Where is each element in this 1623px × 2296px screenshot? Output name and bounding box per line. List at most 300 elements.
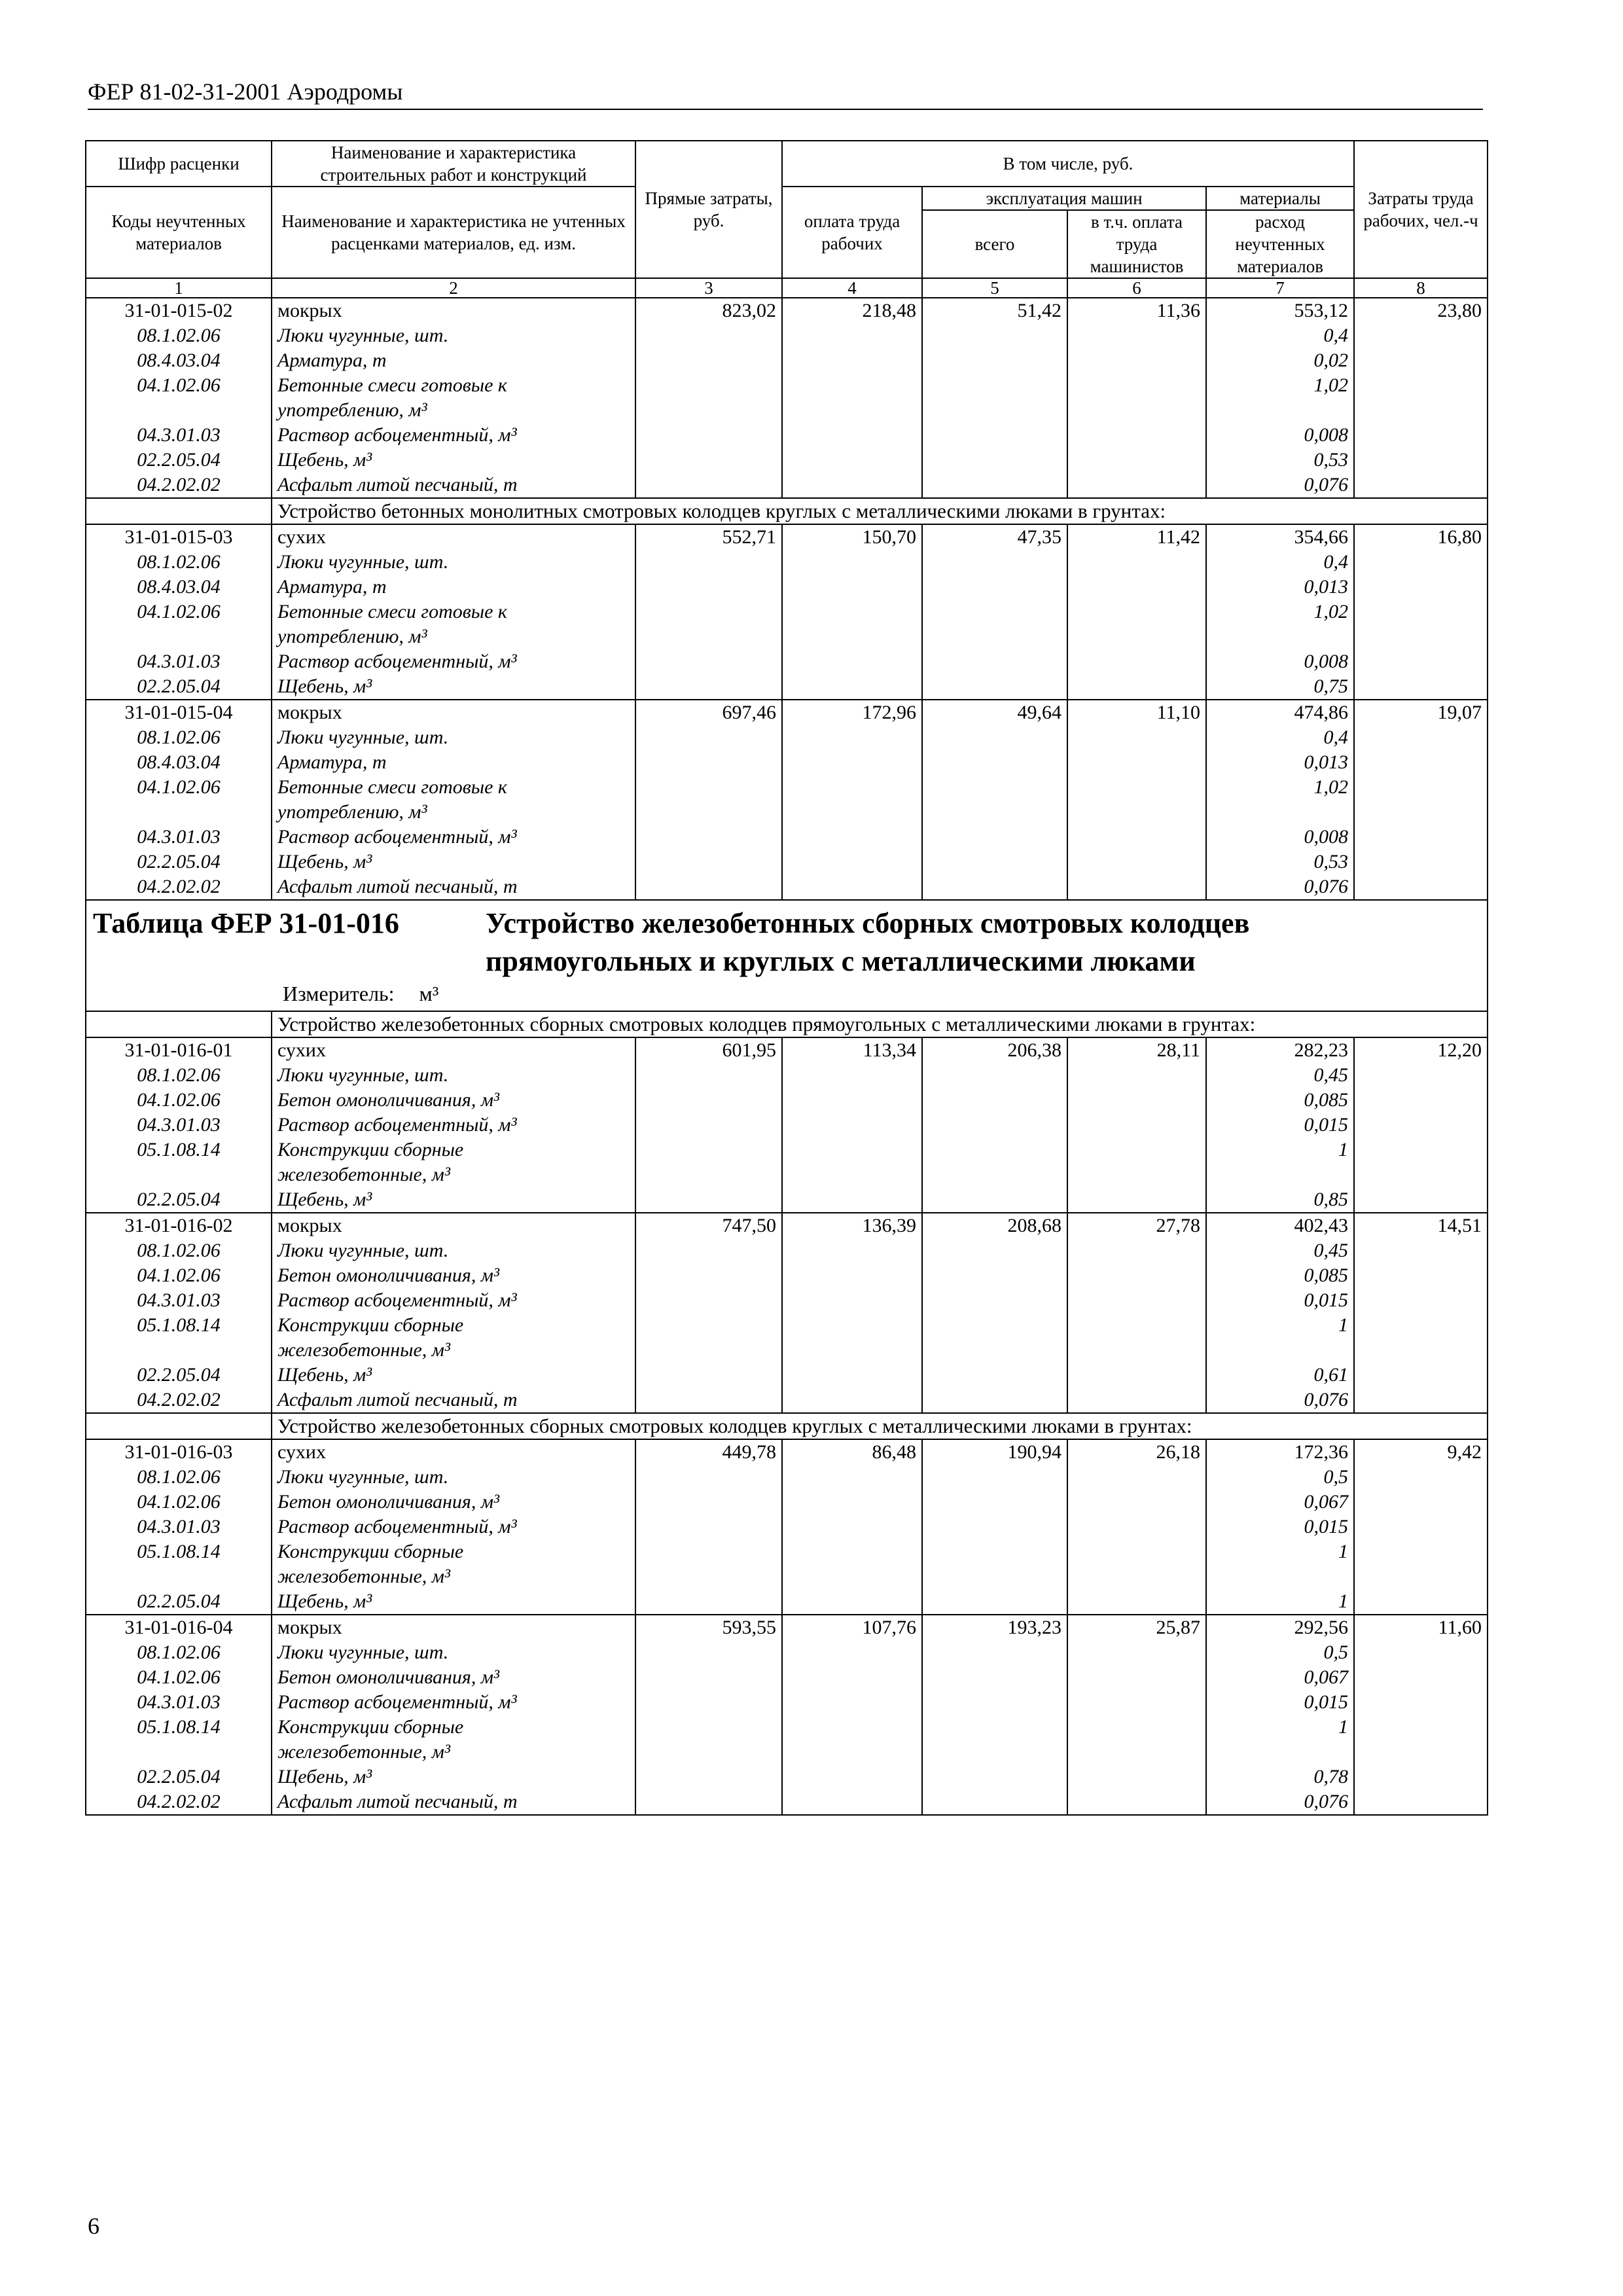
material-name: Бетон омоноличивания, м³	[272, 1088, 635, 1113]
material-name: Раствор асбоцементный, м³	[272, 1113, 635, 1138]
rate-name: сухих	[272, 1439, 635, 1465]
material-name: Люки чугунные, шт.	[272, 1640, 635, 1665]
table-banner	[86, 900, 1488, 1011]
empty-cell	[1354, 1665, 1488, 1690]
rate-mach-labor: 25,87	[1067, 1615, 1206, 1640]
material-name: Люки чугунные, шт.	[272, 323, 635, 348]
material-name: Арматура, т	[272, 750, 635, 775]
col-group-header: В том числе, руб.	[782, 141, 1354, 187]
empty-cell	[1354, 1765, 1488, 1789]
empty-cell	[922, 1187, 1067, 1213]
material-row	[86, 1088, 1488, 1113]
empty-cell	[922, 674, 1067, 700]
col-direct-header: Прямые затраты, руб.	[635, 141, 782, 278]
material-consumption: 0,4	[1206, 323, 1354, 348]
empty-cell	[635, 1589, 782, 1615]
material-name: Раствор асбоцементный, м³	[272, 1288, 635, 1313]
material-row	[86, 600, 1488, 624]
empty-cell	[782, 323, 922, 348]
rate-hours: 16,80	[1354, 524, 1488, 550]
material-consumption: 0,015	[1206, 1113, 1354, 1138]
empty-cell	[1067, 1690, 1206, 1715]
material-row	[86, 1338, 1488, 1363]
empty-cell	[782, 1388, 922, 1413]
empty-cell	[1354, 1465, 1488, 1490]
material-code: 02.2.05.04	[86, 674, 272, 700]
material-name: Щебень, м³	[272, 1765, 635, 1789]
table-number: Таблица ФЕР 31-01-016	[93, 907, 399, 939]
empty-cell	[922, 1388, 1067, 1413]
material-name: Раствор асбоцементный, м³	[272, 423, 635, 448]
empty-cell	[635, 1690, 782, 1715]
empty-cell	[635, 348, 782, 373]
material-name: Щебень, м³	[272, 1363, 635, 1388]
rate-code: 31-01-015-02	[86, 298, 272, 323]
section-heading-row	[86, 1413, 1488, 1439]
empty-cell	[922, 600, 1067, 624]
material-code: 04.2.02.02	[86, 874, 272, 900]
empty-cell	[782, 348, 922, 373]
rate-labor: 107,76	[782, 1615, 922, 1640]
empty-cell	[922, 1288, 1067, 1313]
material-row	[86, 850, 1488, 874]
empty-cell	[922, 1564, 1067, 1589]
empty-cell	[635, 373, 782, 398]
material-consumption: 0,53	[1206, 850, 1354, 874]
material-name: Асфальт литой песчаный, т	[272, 1789, 635, 1815]
material-row	[86, 1263, 1488, 1288]
material-row	[86, 750, 1488, 775]
rate-row	[86, 524, 1488, 550]
empty-cell	[922, 448, 1067, 473]
material-code: 05.1.08.14	[86, 1313, 272, 1338]
empty-cell	[635, 1789, 782, 1815]
empty-cell	[782, 874, 922, 900]
material-code: 02.2.05.04	[86, 1363, 272, 1388]
empty-cell	[635, 1088, 782, 1113]
material-code: 08.1.02.06	[86, 1238, 272, 1263]
empty-cell	[1067, 1564, 1206, 1589]
empty-cell	[782, 373, 922, 398]
material-name: Щебень, м³	[272, 1589, 635, 1615]
empty-cell	[782, 674, 922, 700]
material-name: Арматура, т	[272, 575, 635, 600]
empty-cell	[1354, 1690, 1488, 1715]
rate-row	[86, 700, 1488, 725]
material-code: 05.1.08.14	[86, 1138, 272, 1162]
material-consumption: 0,85	[1206, 1187, 1354, 1213]
empty-cell	[1354, 624, 1488, 649]
material-name: Бетонные смеси готовые к	[272, 373, 635, 398]
material-code: 04.3.01.03	[86, 1113, 272, 1138]
rate-mach-labor: 11,10	[1067, 700, 1206, 725]
empty-cell	[1354, 674, 1488, 700]
rate-mach-labor: 26,18	[1067, 1439, 1206, 1465]
empty-cell	[1067, 800, 1206, 825]
rate-labor: 113,34	[782, 1037, 922, 1063]
section-heading-row	[86, 498, 1488, 524]
rate-labor: 150,70	[782, 524, 922, 550]
empty-cell	[1354, 1288, 1488, 1313]
empty-cell	[635, 550, 782, 575]
material-code: 05.1.08.14	[86, 1539, 272, 1564]
empty-cell	[1354, 1515, 1488, 1539]
material-row	[86, 800, 1488, 825]
material-consumption: 1,02	[1206, 373, 1354, 398]
material-code: 08.4.03.04	[86, 575, 272, 600]
empty-cell	[922, 1640, 1067, 1665]
material-code: 08.4.03.04	[86, 750, 272, 775]
col-number: 8	[1354, 278, 1488, 298]
material-row	[86, 1238, 1488, 1263]
material-code	[86, 1338, 272, 1363]
empty-cell	[1354, 1162, 1488, 1187]
empty-cell	[635, 800, 782, 825]
empty-cell	[782, 775, 922, 800]
rate-code: 31-01-015-03	[86, 524, 272, 550]
empty-cell	[1354, 1238, 1488, 1263]
empty-cell	[922, 1690, 1067, 1715]
empty-cell	[1354, 1740, 1488, 1765]
empty-cell	[782, 1740, 922, 1765]
section-heading: Устройство бетонных монолитных смотровых колодцев круглых с металлическими люками в грунтах:	[272, 498, 1488, 524]
empty-cell	[1067, 323, 1206, 348]
empty-cell	[635, 624, 782, 649]
empty-cell	[782, 1263, 922, 1288]
material-consumption: 1,02	[1206, 775, 1354, 800]
rate-direct: 697,46	[635, 700, 782, 725]
empty-cell	[1354, 1063, 1488, 1088]
empty-cell	[782, 1313, 922, 1338]
material-consumption: 0,067	[1206, 1665, 1354, 1690]
material-code: 04.2.02.02	[86, 1789, 272, 1815]
rate-mach: 193,23	[922, 1615, 1067, 1640]
material-name: Конструкции сборные	[272, 1313, 635, 1338]
rate-materials: 172,36	[1206, 1439, 1354, 1465]
material-name: Щебень, м³	[272, 448, 635, 473]
material-name: Люки чугунные, шт.	[272, 1063, 635, 1088]
material-name: Асфальт литой песчаный, т	[272, 874, 635, 900]
material-consumption: 0,4	[1206, 550, 1354, 575]
material-consumption: 0,076	[1206, 874, 1354, 900]
material-consumption: 0,75	[1206, 674, 1354, 700]
empty-cell	[635, 725, 782, 750]
empty-cell	[1067, 624, 1206, 649]
empty-cell	[782, 1288, 922, 1313]
empty-cell	[782, 1564, 922, 1589]
empty-cell	[922, 1765, 1067, 1789]
empty-cell	[1354, 323, 1488, 348]
empty-cell	[782, 1715, 922, 1740]
empty-cell	[922, 1715, 1067, 1740]
empty-cell	[635, 775, 782, 800]
empty-cell	[1067, 1465, 1206, 1490]
empty-cell	[1067, 1388, 1206, 1413]
empty-cell	[1067, 1789, 1206, 1815]
material-code: 04.3.01.03	[86, 649, 272, 674]
header-row-2	[86, 187, 1488, 210]
empty-cell	[1067, 1740, 1206, 1765]
empty-cell	[922, 550, 1067, 575]
rate-mach: 190,94	[922, 1439, 1067, 1465]
rate-direct: 823,02	[635, 298, 782, 323]
material-consumption: 0,015	[1206, 1515, 1354, 1539]
material-row	[86, 874, 1488, 900]
empty-cell	[782, 725, 922, 750]
rate-mach-labor: 11,42	[1067, 524, 1206, 550]
empty-cell	[635, 850, 782, 874]
material-consumption	[1206, 398, 1354, 423]
material-consumption: 0,008	[1206, 423, 1354, 448]
material-name: Щебень, м³	[272, 850, 635, 874]
material-name: Бетонные смеси готовые к	[272, 775, 635, 800]
material-consumption	[1206, 800, 1354, 825]
material-code: 04.2.02.02	[86, 473, 272, 498]
material-consumption: 0,5	[1206, 1640, 1354, 1665]
material-code	[86, 1740, 272, 1765]
empty-cell	[782, 1789, 922, 1815]
empty-cell	[922, 825, 1067, 850]
empty-cell	[1354, 850, 1488, 874]
material-row	[86, 624, 1488, 649]
material-code	[86, 1564, 272, 1589]
empty-cell	[922, 1465, 1067, 1490]
table-title: Устройство железобетонных сборных смотровых колодцев прямоугольных и круглых с металлическими люками	[486, 907, 1250, 977]
material-name: Конструкции сборные	[272, 1138, 635, 1162]
material-code: 04.3.01.03	[86, 825, 272, 850]
empty-cell	[1067, 1539, 1206, 1564]
col-number: 2	[272, 278, 635, 298]
rate-direct: 449,78	[635, 1439, 782, 1465]
material-row	[86, 1363, 1488, 1388]
empty-cell	[922, 1589, 1067, 1615]
material-consumption: 0,61	[1206, 1363, 1354, 1388]
col-matcode-header: Коды неучтенных материалов	[86, 187, 272, 278]
material-row	[86, 473, 1488, 498]
material-row	[86, 448, 1488, 473]
empty-cell	[782, 1113, 922, 1138]
empty-cell	[782, 1465, 922, 1490]
material-name: употреблению, м³	[272, 398, 635, 423]
empty-cell	[635, 575, 782, 600]
empty-cell	[922, 423, 1067, 448]
col-mach-total-header: всего	[922, 210, 1067, 278]
empty-cell	[1067, 1490, 1206, 1515]
section-blank-cell	[86, 498, 272, 524]
empty-cell	[1067, 1313, 1206, 1338]
rate-hours: 19,07	[1354, 700, 1488, 725]
empty-cell	[782, 750, 922, 775]
section-heading-row	[86, 1011, 1488, 1037]
rate-name: мокрых	[272, 1615, 635, 1640]
material-code	[86, 1162, 272, 1187]
empty-cell	[782, 1063, 922, 1088]
material-row	[86, 1640, 1488, 1665]
empty-cell	[1067, 1765, 1206, 1789]
empty-cell	[635, 649, 782, 674]
material-name: Люки чугунные, шт.	[272, 1465, 635, 1490]
empty-cell	[635, 1388, 782, 1413]
empty-cell	[1354, 874, 1488, 900]
rate-materials: 553,12	[1206, 298, 1354, 323]
rate-direct: 593,55	[635, 1615, 782, 1640]
material-row	[86, 1564, 1488, 1589]
empty-cell	[922, 624, 1067, 649]
col-hours-header: Затраты труда рабочих, чел.-ч	[1354, 141, 1488, 278]
empty-cell	[922, 775, 1067, 800]
empty-cell	[922, 1063, 1067, 1088]
empty-cell	[782, 800, 922, 825]
empty-cell	[635, 1564, 782, 1589]
empty-cell	[782, 1665, 922, 1690]
material-row	[86, 423, 1488, 448]
col-mat-use-header: расход неучтенных материалов	[1206, 210, 1354, 278]
empty-cell	[1067, 874, 1206, 900]
rate-code: 31-01-016-03	[86, 1439, 272, 1465]
empty-cell	[782, 1765, 922, 1789]
empty-cell	[922, 398, 1067, 423]
material-row	[86, 674, 1488, 700]
empty-cell	[1067, 600, 1206, 624]
empty-cell	[782, 1490, 922, 1515]
material-consumption: 0,085	[1206, 1088, 1354, 1113]
material-row	[86, 398, 1488, 423]
empty-cell	[922, 473, 1067, 498]
empty-cell	[1354, 1138, 1488, 1162]
empty-cell	[922, 1539, 1067, 1564]
empty-cell	[782, 423, 922, 448]
empty-cell	[1067, 1238, 1206, 1263]
empty-cell	[635, 1162, 782, 1187]
material-name: Люки чугунные, шт.	[272, 725, 635, 750]
empty-cell	[1067, 825, 1206, 850]
empty-cell	[1354, 649, 1488, 674]
header-row-1	[86, 141, 1488, 187]
material-consumption: 1	[1206, 1715, 1354, 1740]
rate-row	[86, 1037, 1488, 1063]
section-blank-cell	[86, 1011, 272, 1037]
empty-cell	[1354, 1715, 1488, 1740]
col-work-header: Наименование и характеристика строительных работ и конструкций	[272, 141, 635, 187]
empty-cell	[1354, 1113, 1488, 1138]
material-code: 04.1.02.06	[86, 775, 272, 800]
empty-cell	[635, 1187, 782, 1213]
empty-cell	[1067, 775, 1206, 800]
material-code: 02.2.05.04	[86, 850, 272, 874]
empty-cell	[1354, 725, 1488, 750]
empty-cell	[1354, 423, 1488, 448]
empty-cell	[635, 473, 782, 498]
empty-cell	[635, 1765, 782, 1789]
material-consumption: 1	[1206, 1589, 1354, 1615]
rate-row	[86, 1439, 1488, 1465]
material-consumption: 0,008	[1206, 825, 1354, 850]
rate-materials: 474,86	[1206, 700, 1354, 725]
col-number: 4	[782, 278, 922, 298]
material-consumption: 0,45	[1206, 1063, 1354, 1088]
material-consumption: 0,02	[1206, 348, 1354, 373]
material-consumption: 0,085	[1206, 1263, 1354, 1288]
empty-cell	[1067, 1288, 1206, 1313]
empty-cell	[635, 1313, 782, 1338]
table-banner-row	[86, 900, 1488, 1011]
material-code: 04.2.02.02	[86, 1388, 272, 1413]
material-name: Бетон омоноличивания, м³	[272, 1263, 635, 1288]
rate-materials: 354,66	[1206, 524, 1354, 550]
material-row	[86, 1313, 1488, 1338]
col-mach-labor-header: в т.ч. оплата труда машинистов	[1067, 210, 1206, 278]
empty-cell	[1067, 850, 1206, 874]
rate-mach: 206,38	[922, 1037, 1067, 1063]
measure-label: Измеритель:	[283, 982, 395, 1005]
rate-materials: 282,23	[1206, 1037, 1354, 1063]
col-number: 5	[922, 278, 1067, 298]
rate-labor: 86,48	[782, 1439, 922, 1465]
empty-cell	[1067, 1515, 1206, 1539]
material-consumption: 1,02	[1206, 600, 1354, 624]
empty-cell	[635, 1539, 782, 1564]
empty-cell	[1067, 1589, 1206, 1615]
rate-hours: 12,20	[1354, 1037, 1488, 1063]
section-blank-cell	[86, 1413, 272, 1439]
empty-cell	[782, 1138, 922, 1162]
empty-cell	[922, 323, 1067, 348]
material-consumption: 0,015	[1206, 1690, 1354, 1715]
material-consumption: 0,45	[1206, 1238, 1354, 1263]
rate-hours: 11,60	[1354, 1615, 1488, 1640]
empty-cell	[782, 1363, 922, 1388]
measure-line	[93, 980, 1480, 1007]
empty-cell	[1067, 649, 1206, 674]
empty-cell	[782, 1088, 922, 1113]
material-code: 02.2.05.04	[86, 448, 272, 473]
material-row	[86, 1715, 1488, 1740]
material-code: 04.1.02.06	[86, 1490, 272, 1515]
material-consumption: 0,5	[1206, 1465, 1354, 1490]
empty-cell	[1354, 600, 1488, 624]
empty-cell	[1354, 373, 1488, 398]
empty-cell	[782, 1515, 922, 1539]
material-code: 02.2.05.04	[86, 1765, 272, 1789]
empty-cell	[1067, 1187, 1206, 1213]
rate-hours: 23,80	[1354, 298, 1488, 323]
empty-cell	[635, 825, 782, 850]
rate-mach-labor: 11,36	[1067, 298, 1206, 323]
empty-cell	[1354, 775, 1488, 800]
empty-cell	[635, 1338, 782, 1363]
material-code	[86, 800, 272, 825]
empty-cell	[782, 624, 922, 649]
empty-cell	[635, 1515, 782, 1539]
rate-materials: 402,43	[1206, 1213, 1354, 1238]
empty-cell	[1067, 373, 1206, 398]
rate-name: мокрых	[272, 1213, 635, 1238]
empty-cell	[782, 398, 922, 423]
material-name: Раствор асбоцементный, м³	[272, 825, 635, 850]
empty-cell	[635, 1063, 782, 1088]
rate-mach: 208,68	[922, 1213, 1067, 1238]
empty-cell	[782, 473, 922, 498]
material-consumption: 0,076	[1206, 1388, 1354, 1413]
empty-cell	[635, 448, 782, 473]
rate-name: сухих	[272, 524, 635, 550]
material-name: Арматура, т	[272, 348, 635, 373]
material-code: 04.3.01.03	[86, 1515, 272, 1539]
material-row	[86, 323, 1488, 348]
empty-cell	[635, 1288, 782, 1313]
empty-cell	[1354, 348, 1488, 373]
empty-cell	[922, 1313, 1067, 1338]
